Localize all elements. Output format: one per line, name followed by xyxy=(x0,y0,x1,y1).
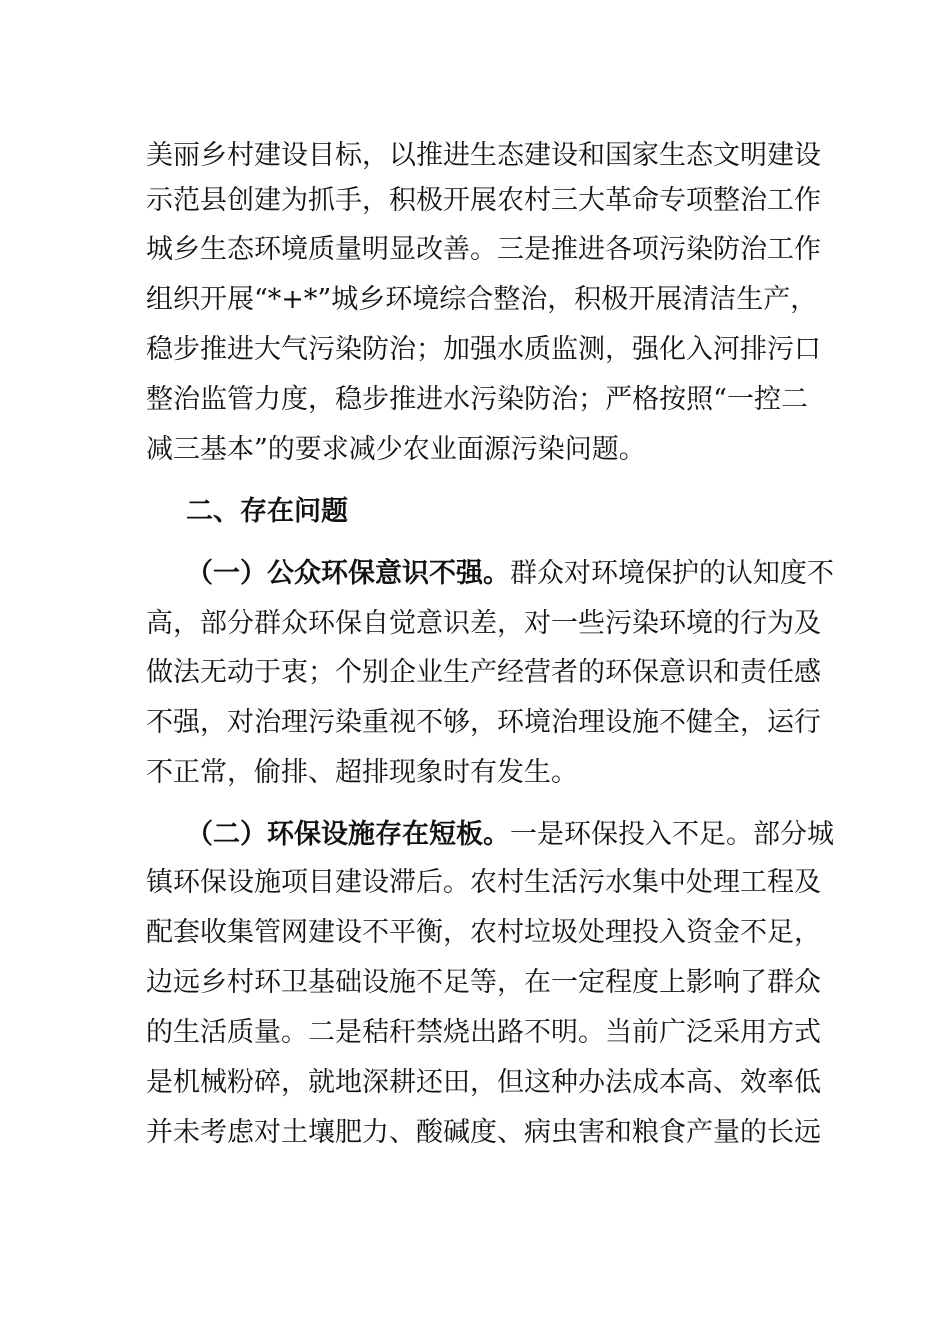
paragraph-line: 稳步推进大气污染防治；加强水质监测，强化入河排污口 xyxy=(146,334,821,365)
paragraph-line: 城乡生态环境质量明显改善。三是推进各项污染防治工作 xyxy=(146,234,821,265)
paragraph-line: 整治监管力度，稳步推进水污染防治；严格按照“一控二 xyxy=(146,384,808,415)
paragraph-line: 美丽乡村建设目标，以推进生态建设和国家生态文明建设 xyxy=(146,140,821,171)
paragraph-line: 镇环保设施项目建设滞后。农村生活污水集中处理工程及 xyxy=(146,867,821,898)
paragraph-line: 并未考虑对土壤肥力、酸碱度、病虫害和粮食产量的长远 xyxy=(146,1117,821,1148)
section-heading: 二、存在问题 xyxy=(186,496,348,527)
paragraph-line: 做法无动于衷；个别企业生产经营者的环保意识和责任感 xyxy=(146,657,821,688)
paragraph-line: 组织开展“*+*”城乡环境综合整治，积极开展清洁生产， xyxy=(146,284,818,315)
paragraph-line: 不正常，偷排、超排现象时有发生。 xyxy=(146,757,578,788)
paragraph-line: 不强，对治理污染重视不够，环境治理设施不健全，运行 xyxy=(146,707,821,738)
issue-title: （二）环保设施存在短板。 xyxy=(186,819,510,850)
paragraph-line: 边远乡村环卫基础设施不足等，在一定程度上影响了群众 xyxy=(146,967,821,998)
issue-first-line xyxy=(186,554,834,594)
paragraph-line: 配套收集管网建设不平衡，农村垃圾处理投入资金不足， xyxy=(146,917,821,948)
issue-text: 群众对环境保护的认知度不 xyxy=(510,558,834,589)
paragraph-line: 减三基本”的要求减少农业面源污染问题。 xyxy=(146,434,646,465)
paragraph-line: 是机械粉碎，就地深耕还田，但这种办法成本高、效率低 xyxy=(146,1067,821,1098)
paragraph-line: 高，部分群众环保自觉意识差，对一些污染环境的行为及 xyxy=(146,608,821,639)
paragraph-line: 示范县创建为抓手，积极开展农村三大革命专项整治工作 xyxy=(146,185,821,216)
issue-text: 一是环保投入不足。部分城 xyxy=(510,819,834,850)
issue-title: （一）公众环保意识不强。 xyxy=(186,558,510,589)
paragraph-line: 的生活质量。二是秸秆禁烧出路不明。当前广泛采用方式 xyxy=(146,1017,821,1048)
issue-first-line xyxy=(186,815,834,855)
